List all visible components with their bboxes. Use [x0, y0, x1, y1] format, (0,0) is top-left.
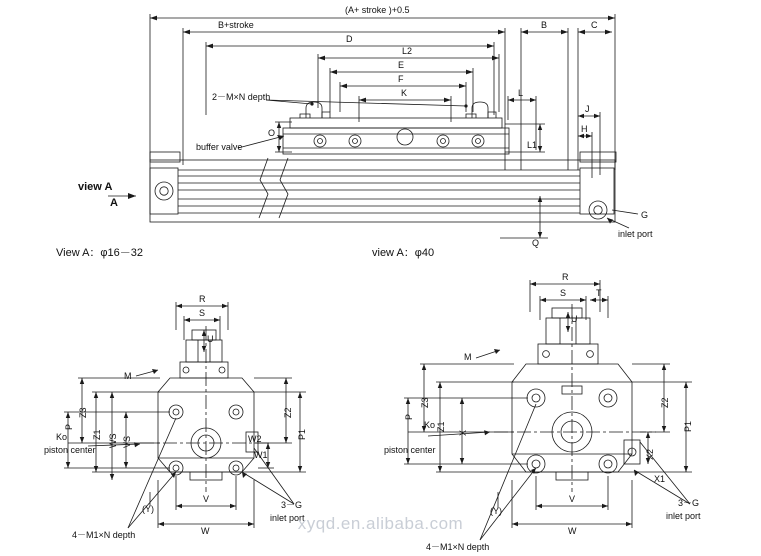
dim-b-stroke: B+stroke: [218, 20, 254, 30]
left-callout-ko: Ko: [56, 432, 68, 442]
right-dim-v: V: [569, 494, 576, 504]
right-dim-x2: X2: [645, 448, 655, 460]
right-dim-x1: X1: [654, 474, 666, 484]
dim-d: D: [346, 34, 353, 44]
left-dim-y: (Y): [142, 504, 154, 514]
left-dim-w2: W2: [248, 434, 262, 444]
callout-2-m-n-depth: 2－M×N depth: [212, 92, 271, 102]
right-dim-y: (Y): [490, 506, 502, 516]
view-a-arrow-letter: A: [110, 197, 118, 209]
left-dim-s: S: [199, 308, 206, 318]
right-dim-z2: Z2: [660, 397, 670, 408]
right-dim-z3: Z3: [420, 397, 430, 408]
left-dim-v: V: [203, 494, 210, 504]
right-callout-inlet-port: inlet port: [666, 511, 701, 521]
left-callout-3-g: 3－G: [281, 500, 303, 510]
left-callout-inlet-port: inlet port: [270, 513, 305, 523]
dim-b: B: [541, 20, 548, 30]
left-dim-m: M: [124, 371, 132, 381]
left-dim-z2: Z2: [283, 407, 293, 418]
right-dim-z1: Z1: [436, 421, 446, 432]
dim-f: F: [398, 74, 404, 84]
right-dim-r: R: [562, 272, 569, 282]
dim-o: O: [268, 128, 276, 138]
right-dim-w: W: [568, 526, 577, 536]
dim-g-top: G: [641, 210, 649, 220]
left-dim-u: U: [207, 334, 214, 344]
dim-overall-a-stroke: (A+ stroke )+0.5: [345, 5, 410, 15]
right-callout-4-m1-n-depth: 4－M1×N depth: [426, 542, 490, 552]
dim-e: E: [398, 60, 405, 70]
left-dim-z1: Z1: [92, 429, 102, 440]
callout-inlet-port-top: inlet port: [618, 229, 653, 239]
left-dim-p: P: [64, 423, 74, 430]
right-dim-m: M: [464, 352, 472, 362]
left-dim-w1: W1: [254, 450, 268, 460]
right-callout-ko: Ko: [424, 420, 436, 430]
left-dim-vs: VS: [122, 435, 132, 448]
right-dim-u: U: [571, 314, 578, 324]
watermark: xyqd.en.alibaba.com: [297, 514, 464, 533]
dim-k: K: [401, 88, 408, 98]
left-dim-z3: Z3: [78, 407, 88, 418]
dim-h: H: [581, 124, 588, 134]
dim-l2: L2: [402, 46, 413, 56]
view-a-arrow-label: view A: [78, 181, 113, 193]
left-dim-p1: P1: [297, 428, 307, 440]
callout-buffer-valve: buffer valve: [196, 142, 243, 152]
dim-l: L: [518, 88, 524, 98]
dim-l1: L1: [527, 140, 538, 150]
caption-right-view: view A：φ40: [372, 247, 435, 259]
left-callout-piston-center: piston center: [44, 445, 96, 455]
right-callout-piston-center: piston center: [384, 445, 436, 455]
left-callout-4-m1-n-depth: 4－M1×N depth: [72, 530, 136, 540]
dim-q: Q: [532, 238, 540, 248]
left-dim-w: W: [201, 526, 210, 536]
right-dim-x: X: [458, 429, 468, 436]
left-dim-ws: WS: [108, 433, 118, 448]
caption-left-view: View A：φ16－32: [56, 247, 144, 259]
right-dim-s: S: [560, 288, 567, 298]
right-callout-3-g: 3－G: [678, 498, 700, 508]
left-dim-r: R: [199, 294, 206, 304]
right-dim-t: T: [596, 288, 602, 298]
right-dim-p: P: [404, 413, 414, 420]
dim-j: J: [585, 104, 590, 114]
right-dim-p1: P1: [683, 420, 693, 432]
dim-c: C: [591, 20, 598, 30]
